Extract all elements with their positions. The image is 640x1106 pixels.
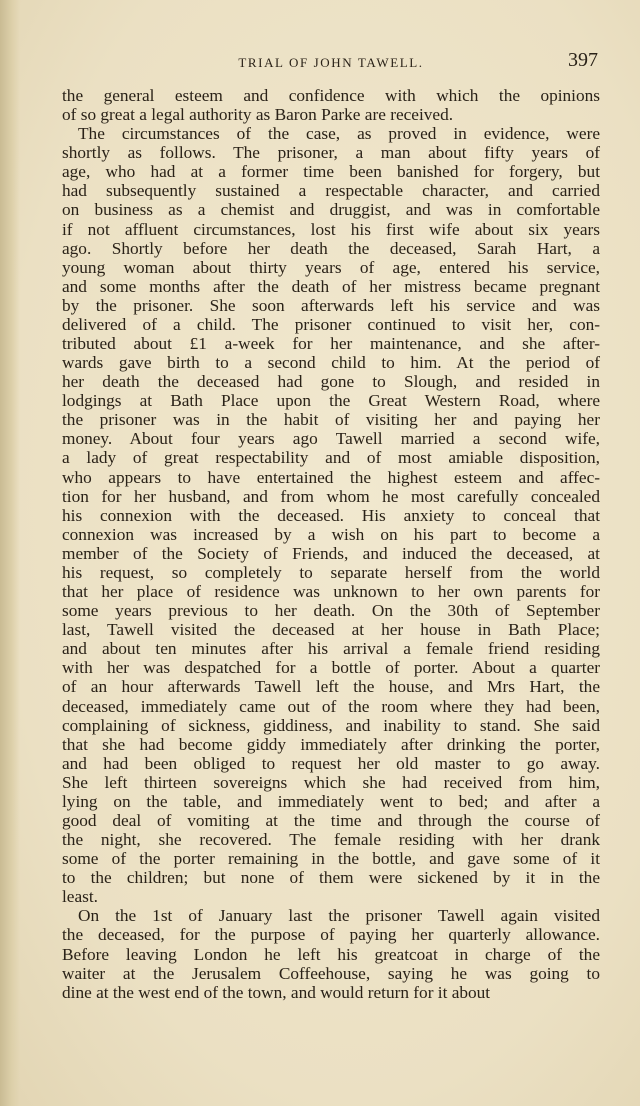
text-line: connexion was increased by a wish on his part to become a bbox=[62, 524, 600, 544]
text-line: money. About four years ago Tawell married a second wife, bbox=[62, 429, 600, 449]
text-line: his connexion with the deceased. His anxiety to conceal that bbox=[62, 505, 600, 525]
text-line: a lady of great respectability and of most amiable disposition, bbox=[62, 448, 600, 468]
text-line: lying on the table, and immediately went to bed; and after a bbox=[62, 791, 600, 811]
text-line: wards gave birth to a second child to him. At the period of bbox=[62, 353, 600, 373]
text-line: the general esteem and confidence with which the opinions bbox=[62, 86, 600, 105]
text-line: She left thirteen sovereigns which she had received from him, bbox=[62, 772, 600, 792]
text-line: good deal of vomiting at the time and through the course of bbox=[62, 810, 600, 830]
text-line: by the prisoner. She soon afterwards left his service and was bbox=[62, 295, 600, 315]
text-line: some of the porter remaining in the bottle, and gave some of it bbox=[62, 849, 600, 869]
text-line: had subsequently sustained a respectable character, and carried bbox=[62, 181, 600, 201]
text-line: on business as a chemist and druggist, and was in comfortable bbox=[62, 200, 600, 220]
text-line: The circumstances of the case, as proved in evidence, were bbox=[78, 124, 600, 144]
text-line: with her was despatched for a bottle of porter. About a quarter bbox=[62, 658, 600, 678]
text-line: tion for her husband, and from whom he most carefully concealed bbox=[62, 486, 600, 506]
text-line: the night, she recovered. The female residing with her drank bbox=[62, 830, 600, 850]
text-line: and some months after the death of her mistress became pregnant bbox=[62, 276, 600, 296]
page-header bbox=[62, 49, 600, 72]
text-line: complaining of sickness, giddiness, and inability to stand. She said bbox=[62, 715, 600, 735]
text-line: the deceased, for the purpose of paying her quarterly allowance. bbox=[62, 925, 600, 945]
text-line: member of the Society of Friends, and induced the deceased, at bbox=[62, 543, 600, 563]
text-line: delivered of a child. The prisoner continued to visit her, con- bbox=[62, 314, 600, 334]
text-line: least. bbox=[62, 887, 98, 907]
text-line: the prisoner was in the habit of visiting her and paying her bbox=[62, 410, 600, 430]
text-line: and had been obliged to request her old master to go away. bbox=[62, 753, 600, 773]
page-number: 397 bbox=[568, 49, 598, 71]
text-line: and about ten minutes after his arrival a female friend residing bbox=[62, 639, 600, 659]
text-line: deceased, immediately came out of the room where they had been, bbox=[62, 696, 600, 716]
text-line: if not affluent circumstances, lost his first wife about six years bbox=[62, 219, 600, 239]
text-line: last, Tawell visited the deceased at her house in Bath Place; bbox=[62, 620, 600, 640]
text-line: who appears to have entertained the highest esteem and affec- bbox=[62, 467, 600, 487]
text-line: her death the deceased had gone to Slough, and resided in bbox=[62, 372, 600, 392]
paragraph bbox=[62, 906, 600, 1001]
text-line: ago. Shortly before her death the deceased, Sarah Hart, a bbox=[62, 238, 600, 258]
text-line: to the children; but none of them were sickened by it in the bbox=[62, 868, 600, 888]
text-line: shortly as follows. The prisoner, a man about fifty years of bbox=[62, 143, 600, 163]
text-line: waiter at the Jerusalem Coffeehouse, saying he was going to bbox=[62, 963, 600, 983]
text-line: lodgings at Bath Place upon the Great Western Road, where bbox=[62, 391, 600, 411]
text-line: of an hour afterwards Tawell left the house, and Mrs Hart, the bbox=[62, 677, 600, 697]
text-line: some years previous to her death. On the 30th of September bbox=[62, 601, 600, 621]
text-line: his request, so completely to separate herself from the world bbox=[62, 562, 600, 582]
text-line: young woman about thirty years of age, entered his service, bbox=[62, 257, 600, 277]
text-line: tributed about £1 a-week for her maintenance, and she after- bbox=[62, 334, 600, 354]
text-line: that her place of residence was unknown to her own parents for bbox=[62, 582, 600, 602]
text-line: that she had become giddy immediately after drinking the porter, bbox=[62, 734, 600, 754]
text-line: Before leaving London he left his greatcoat in charge of the bbox=[62, 944, 600, 964]
page-gutter bbox=[0, 0, 20, 1106]
body-text bbox=[62, 86, 600, 1002]
text-line: age, who had at a former time been banished for forgery, but bbox=[62, 162, 600, 182]
text-line: dine at the west end of the town, and would return for it about bbox=[62, 982, 491, 1002]
paragraph bbox=[62, 124, 600, 906]
paragraph bbox=[62, 86, 600, 124]
running-head: TRIAL OF JOHN TAWELL. bbox=[238, 55, 424, 70]
text-line: of so great a legal authority as Baron Parke are received. bbox=[62, 105, 454, 125]
text-line: On the 1st of January last the prisoner Tawell again visited bbox=[78, 906, 600, 926]
